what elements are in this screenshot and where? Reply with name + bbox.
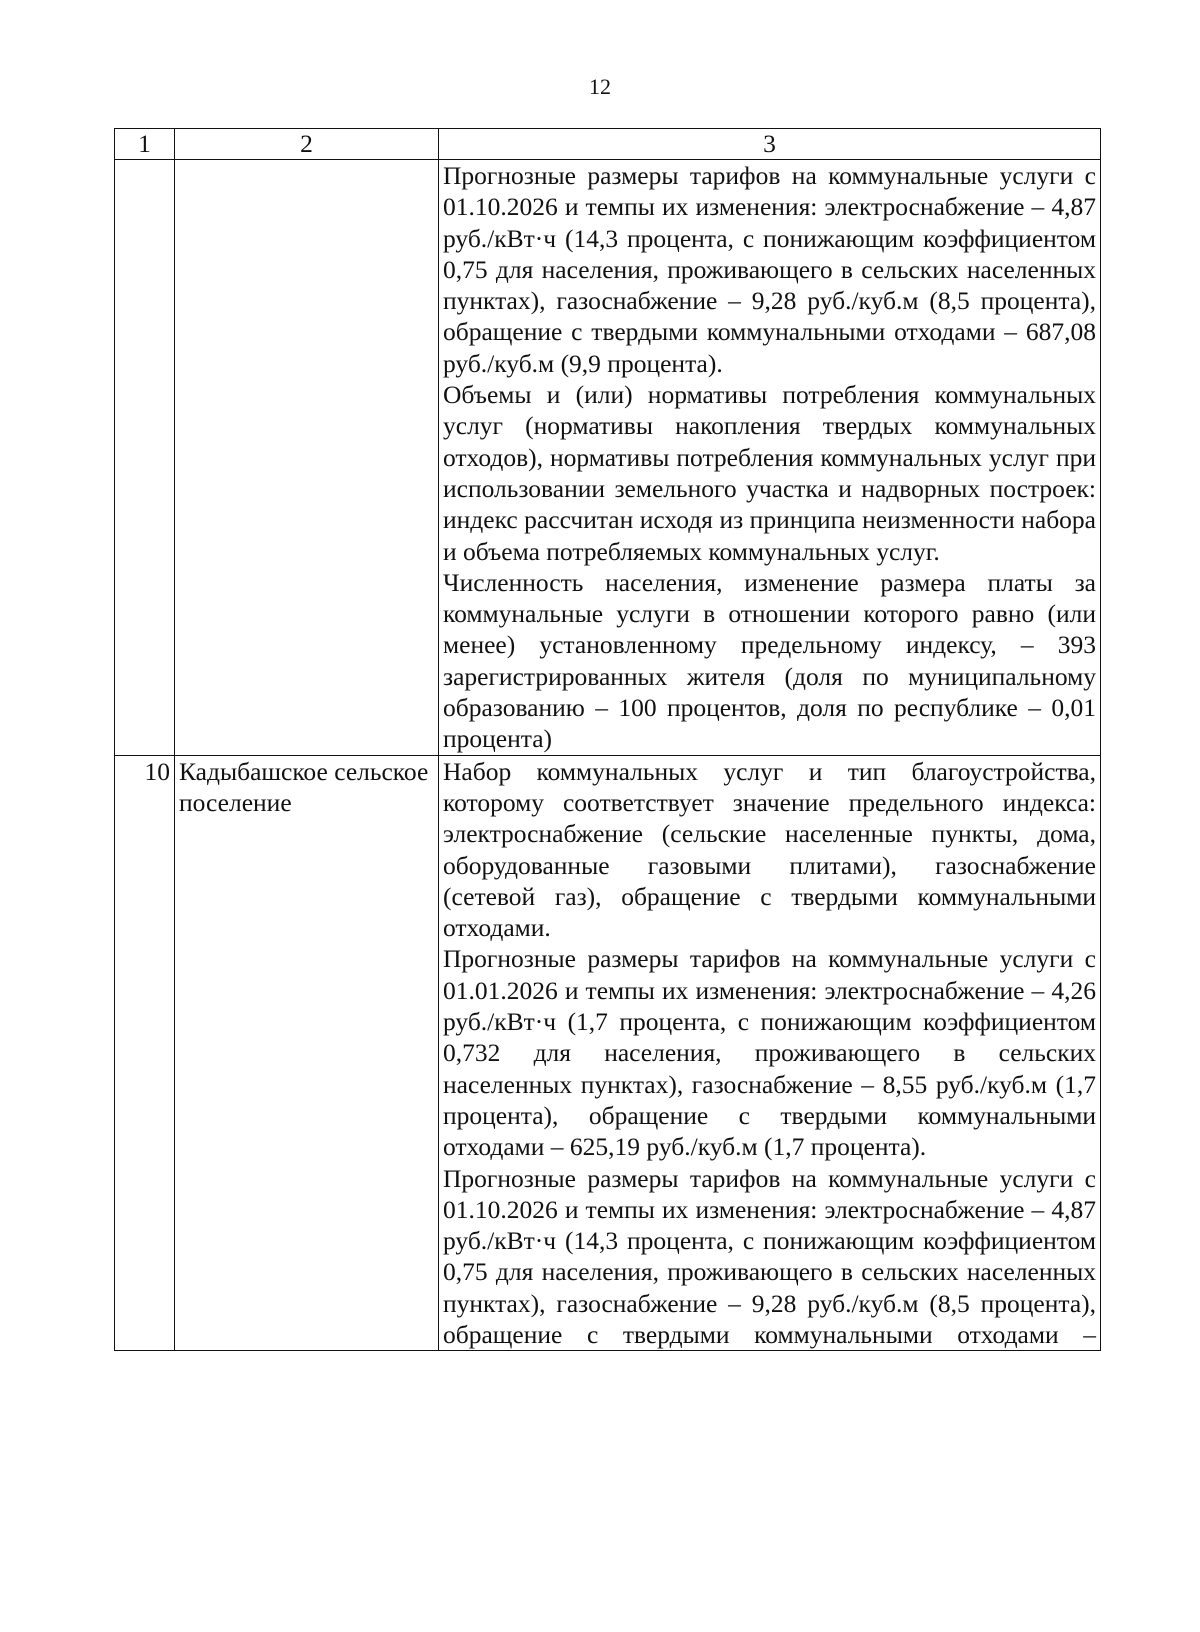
table-row <box>115 755 1101 1351</box>
page-number: 12 <box>589 74 611 99</box>
paragraph: Набор коммунальных услуг и тип благоустройства, которому соответствует значение предельного индекса: электроснабжение (сельские населенные пункты, дома, оборудованные газовыми плитами), газоснабжение (сетевой газ), обращение с твердыми коммунальными отходами. <box>443 756 1096 943</box>
settlement-name: Кадыбашское сельское поселение <box>175 755 439 1351</box>
column-header-3: 3 <box>439 129 1101 160</box>
table-header-row <box>115 129 1101 160</box>
description-cell <box>439 755 1101 1351</box>
settlement-name <box>175 160 439 756</box>
column-header-2: 2 <box>175 129 439 160</box>
tariff-table <box>114 128 1101 1351</box>
paragraph: Прогнозные размеры тарифов на коммунальные услуги с 01.01.2026 и темпы их изменения: электроснабжение – 4,26 руб./кВт·ч (1,7 процента, с понижающим коэффициентом 0,732 для населения, проживающего в сельских населенных пунктах), газоснабжение – 8,55 руб./куб.м (1,7 процента), обращение с твердыми коммунальными отходами – 625,19 руб./куб.м (1,7 процента). <box>443 944 1096 1162</box>
table-row <box>115 160 1101 756</box>
paragraph: Объемы и (или) нормативы потребления коммунальных услуг (нормативы накопления твердых коммунальных отходов), нормативы потребления коммунальных услуг при использовании земельного участка и надворных построек: индекс рассчитан исходя из принципа неизменности набора и объема потребляемых коммунальных услуг. <box>443 380 1096 566</box>
description-cell <box>439 160 1101 756</box>
paragraph: Прогнозные размеры тарифов на коммунальные услуги с 01.10.2026 и темпы их изменения: электроснабжение – 4,87 руб./кВт·ч (14,3 процента, с понижающим коэффициентом 0,75 для населения, проживающего в сельских населенных пунктах), газоснабжение – 9,28 руб./куб.м (8,5 процента), обращение с твердыми коммунальными отходами – <box>443 1163 1096 1349</box>
column-header-1: 1 <box>115 129 175 160</box>
paragraph: Численность населения, изменение размера платы за коммунальные услуги в отношении которого равно (или менее) установленному предельному индексу, – 393 зарегистрированных жителя (доля по муниципальному образованию – 100 процентов, доля по республике – 0,01 процента) <box>443 567 1096 754</box>
paragraph: Прогнозные размеры тарифов на коммунальные услуги с 01.10.2026 и темпы их изменения: электроснабжение – 4,87 руб./кВт·ч (14,3 процента, с понижающим коэффициентом 0,75 для населения, проживающего в сельских населенных пунктах), газоснабжение – 9,28 руб./куб.м (8,5 процента), обращение с твердыми коммунальными отходами – 687,08 руб./куб.м (9,9 процента). <box>443 161 1096 378</box>
row-number: 10 <box>115 755 175 1351</box>
row-number <box>115 160 175 756</box>
